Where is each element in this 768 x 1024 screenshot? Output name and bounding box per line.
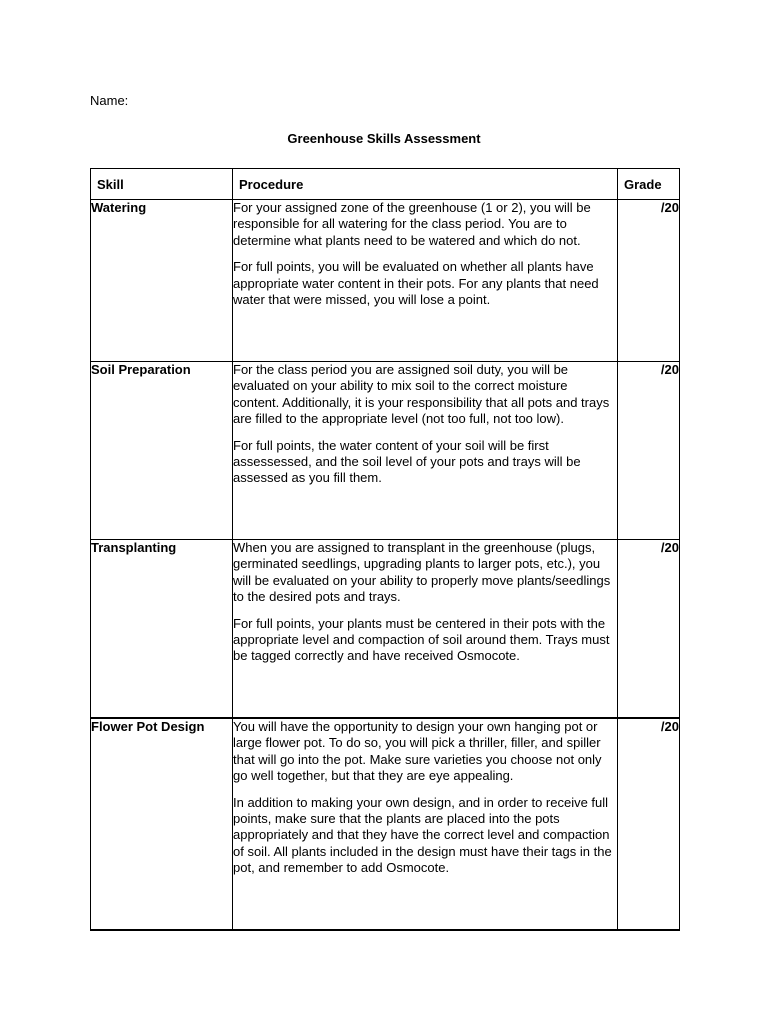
procedure-paragraph: For full points, the water content of your soil will be first assessessed, and the soil level of your pots and trays will be assessed as you fill them. — [233, 437, 581, 486]
table-row — [91, 200, 680, 362]
name-label: Name: — [90, 93, 129, 108]
procedure-cell — [233, 718, 618, 930]
grade-cell: /20 — [618, 200, 680, 362]
page-title: Greenhouse Skills Assessment — [287, 131, 481, 146]
table-row — [91, 540, 680, 719]
grade-cell: /20 — [618, 362, 680, 540]
skill-cell: Soil Preparation — [91, 362, 233, 540]
procedure-paragraph: For your assigned zone of the greenhouse (1 or 2), you will be responsible for all watering for the class period. You are to determine what plants need to be watered and which do not. — [233, 200, 591, 248]
grade-cell: /20 — [618, 718, 680, 930]
procedure-paragraph: For the class period you are assigned soil duty, you will be evaluated on your ability to mix soil to the correct moisture content. Additionally, it is your responsibility that all pots and trays are filled to the appropriate level (not too full, not too low). — [233, 362, 610, 427]
procedure-paragraph: When you are assigned to transplant in the greenhouse (plugs, germinated seedlings, upgrading plants to larger pots, etc.), you will be evaluated on your ability to properly move plants/seedlings to the desired pots and trays. — [233, 540, 611, 605]
procedure-paragraph: You will have the opportunity to design your own hanging pot or large flower pot. To do so, you will pick a thriller, filler, and spiller that will go into the pot. Make sure varieties you choose not only go well together, but that they are eye appealing. — [233, 719, 602, 784]
column-header-skill: Skill — [91, 169, 233, 200]
skill-cell: Flower Pot Design — [91, 718, 233, 930]
procedure-paragraph: For full points, your plants must be centered in their pots with the appropriate level and compaction of soil around them. Trays must be tagged correctly and have received Osmocote. — [233, 615, 610, 664]
table-row — [91, 718, 680, 930]
procedure-paragraph: In addition to making your own design, and in order to receive full points, make sure that the plants are placed into the pots appropriately and that they have the correct level and compaction of soil. All plants included in the design must have their tags in the pot, and remember to add Osmocote. — [233, 794, 612, 876]
skill-cell: Transplanting — [91, 540, 233, 719]
column-header-grade: Grade — [618, 169, 680, 200]
column-header-procedure: Procedure — [233, 169, 618, 200]
grade-cell: /20 — [618, 540, 680, 719]
table-header-row — [91, 169, 680, 200]
procedure-paragraph: For full points, you will be evaluated on whether all plants have appropriate water content in their pots. For any plants that need water that were missed, you will lose a point. — [233, 259, 599, 308]
procedure-cell — [233, 200, 618, 362]
assessment-table — [90, 168, 680, 931]
skill-cell: Watering — [91, 200, 233, 362]
procedure-cell — [233, 362, 618, 540]
table-row — [91, 362, 680, 540]
procedure-cell — [233, 540, 618, 719]
